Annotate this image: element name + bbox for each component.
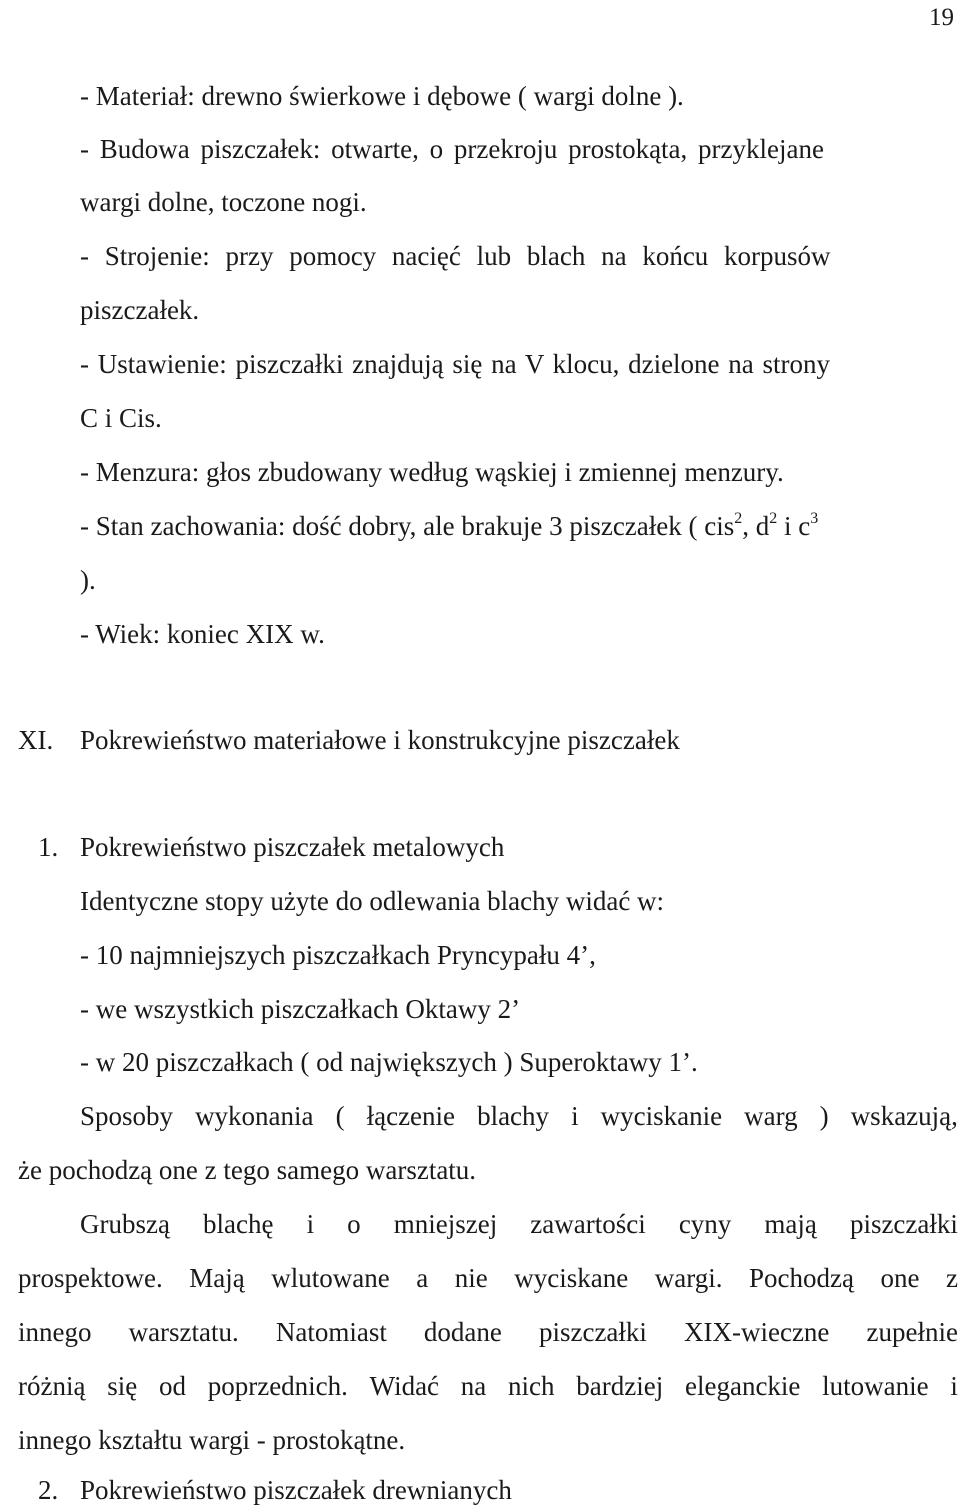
paragraph-1-line-1-word: Sposoby [80, 1101, 174, 1131]
paragraph-1-line-1-word: wykonania [195, 1101, 314, 1131]
paragraph-2-line-4-word: lutowanie [822, 1371, 929, 1401]
entry-material: - Materiał: drewno świerkowe i dębowe ( wargi dolne ). [80, 81, 684, 111]
paragraph-2-line-2-word: wyciskane [514, 1263, 629, 1293]
paragraph-2-line-2-word: z [945, 1263, 958, 1293]
paragraph-2-line-3-word: Natomiast [275, 1317, 387, 1347]
paragraph-2-line-1-word: zawartości [530, 1209, 646, 1239]
list-item-oktawa: - we wszystkich piszczałkach Oktawy 2’ [80, 994, 521, 1024]
entry-strojenie-cont: piszczałek. [80, 295, 200, 325]
paragraph-2-line-3-word: XIX-wieczne [684, 1317, 830, 1347]
section-number: XI. [18, 725, 54, 755]
paragraph-2-line-4-word: się [107, 1371, 138, 1401]
paragraph-1-line-1-word: ( [335, 1101, 345, 1131]
paragraph-1-line-1 [80, 1100, 958, 1132]
entry-budowa: - Budowa piszczałek: otwarte, o przekroju prostokąta, przyklejane [80, 134, 824, 164]
paragraph-2-line-1 [80, 1208, 958, 1240]
stan-text-c: i c [777, 511, 811, 541]
paragraph-2-line-3-word: innego [18, 1317, 92, 1347]
paragraph-2-line-4 [18, 1370, 958, 1402]
paragraph-1-line-2: że pochodzą one z tego samego warsztatu. [18, 1155, 477, 1185]
paragraph-1-line-1-word: wyciskanie [600, 1101, 723, 1131]
stan-text-d: , d [742, 511, 770, 541]
entry-menzura: - Menzura: głos zbudowany według wąskiej i zmiennej menzury. [80, 457, 784, 487]
list-item-pryncypal: - 10 najmniejszych piszczałkach Pryncypału 4’, [80, 940, 596, 970]
paragraph-2-line-1-word: piszczałki [849, 1209, 958, 1239]
paragraph-2-line-2-word: wlutowane [271, 1263, 390, 1293]
page-number: 19 [929, 4, 954, 31]
paragraph-2-line-4-word: nich [508, 1371, 555, 1401]
paragraph-2-line-1-word: Grubszą [80, 1209, 170, 1239]
paragraph-2-line-2-word: one [880, 1263, 920, 1293]
paragraph-1-line-1-word: i [571, 1101, 579, 1131]
paragraph-1-line-1-word: warg [744, 1101, 798, 1131]
subsection-1-title: Pokrewieństwo piszczałek metalowych [80, 832, 505, 862]
paragraph-2-line-4-word: eleganckie [684, 1371, 801, 1401]
paragraph-1-line-1-word: blachy [477, 1101, 550, 1131]
paragraph-2-line-5: innego kształtu wargi - prostokątne. [18, 1425, 406, 1455]
paragraph-2-line-3 [18, 1316, 958, 1348]
subsection-2-number: 2. [38, 1475, 59, 1505]
paragraph-2-line-1-word: mają [764, 1209, 817, 1239]
paragraph-2-line-2-word: wargi. [654, 1263, 723, 1293]
paragraph-2-line-1-word: blachę [203, 1209, 274, 1239]
paragraph-2-line-4-word: poprzednich. [207, 1371, 348, 1401]
entry-ustawienie-cont: C i Cis. [80, 403, 162, 433]
paragraph-2-line-1-word: o [347, 1209, 361, 1239]
paragraph-2-line-4-word: bardziej [576, 1371, 664, 1401]
subsection-1-intro: Identyczne stopy użyte do odlewania blachy widać w: [80, 886, 665, 916]
stan-superscript-d: 2 [769, 510, 778, 527]
entry-stan [80, 510, 818, 542]
paragraph-2-line-2-word: a [416, 1263, 429, 1293]
paragraph-2-line-2-word: nie [454, 1263, 488, 1293]
paragraph-2-line-1-word: i [306, 1209, 315, 1239]
paragraph-2-line-4-word: różnią [18, 1371, 86, 1401]
paragraph-2-line-4-word: na [460, 1371, 487, 1401]
section-title: Pokrewieństwo materiałowe i konstrukcyjne piszczałek [80, 725, 680, 755]
paragraph-2-line-1-word: mniejszej [393, 1209, 498, 1239]
paragraph-2-line-2 [18, 1262, 958, 1294]
paragraph-2-line-4-word: Widać [369, 1371, 440, 1401]
subsection-2-title: Pokrewieństwo piszczałek drewnianych [80, 1475, 512, 1505]
paragraph-2-line-1-word: cyny [678, 1209, 732, 1239]
stan-superscript-cis: 2 [734, 510, 743, 527]
entry-stan-cont: ). [80, 565, 96, 595]
entry-strojenie: - Strojenie: przy pomocy nacięć lub blach na końcu korpusów [80, 241, 831, 271]
paragraph-1-line-1-word: łączenie [366, 1101, 456, 1131]
paragraph-2-line-2-word: Mają [189, 1263, 245, 1293]
stan-text: - Stan zachowania: dość dobry, ale brakuje 3 piszczałek ( cis [80, 511, 735, 541]
paragraph-2-line-3-word: zupełnie [866, 1317, 958, 1347]
paragraph-2-line-3-word: dodane [423, 1317, 502, 1347]
list-item-superoktawa: - w 20 piszczałkach ( od największych ) Superoktawy 1’. [80, 1047, 698, 1077]
paragraph-2-line-4-word: od [158, 1371, 186, 1401]
stan-superscript-c: 3 [810, 510, 819, 527]
entry-budowa-cont: wargi dolne, toczone nogi. [80, 187, 367, 217]
subsection-1-number: 1. [38, 832, 59, 862]
entry-ustawienie: - Ustawienie: piszczałki znajdują się na V klocu, dzielone na strony [80, 349, 831, 379]
paragraph-1-line-1-word: wskazują, [850, 1101, 958, 1131]
paragraph-2-line-2-word: Pochodzą [748, 1263, 854, 1293]
paragraph-2-line-3-word: warsztatu. [128, 1317, 239, 1347]
paragraph-2-line-4-word: i [950, 1371, 958, 1401]
paragraph-2-line-2-word: prospektowe. [18, 1263, 163, 1293]
paragraph-2-line-3-word: piszczałki [538, 1317, 647, 1347]
entry-wiek: - Wiek: koniec XIX w. [80, 619, 325, 649]
paragraph-1-line-1-word: ) [819, 1101, 829, 1131]
